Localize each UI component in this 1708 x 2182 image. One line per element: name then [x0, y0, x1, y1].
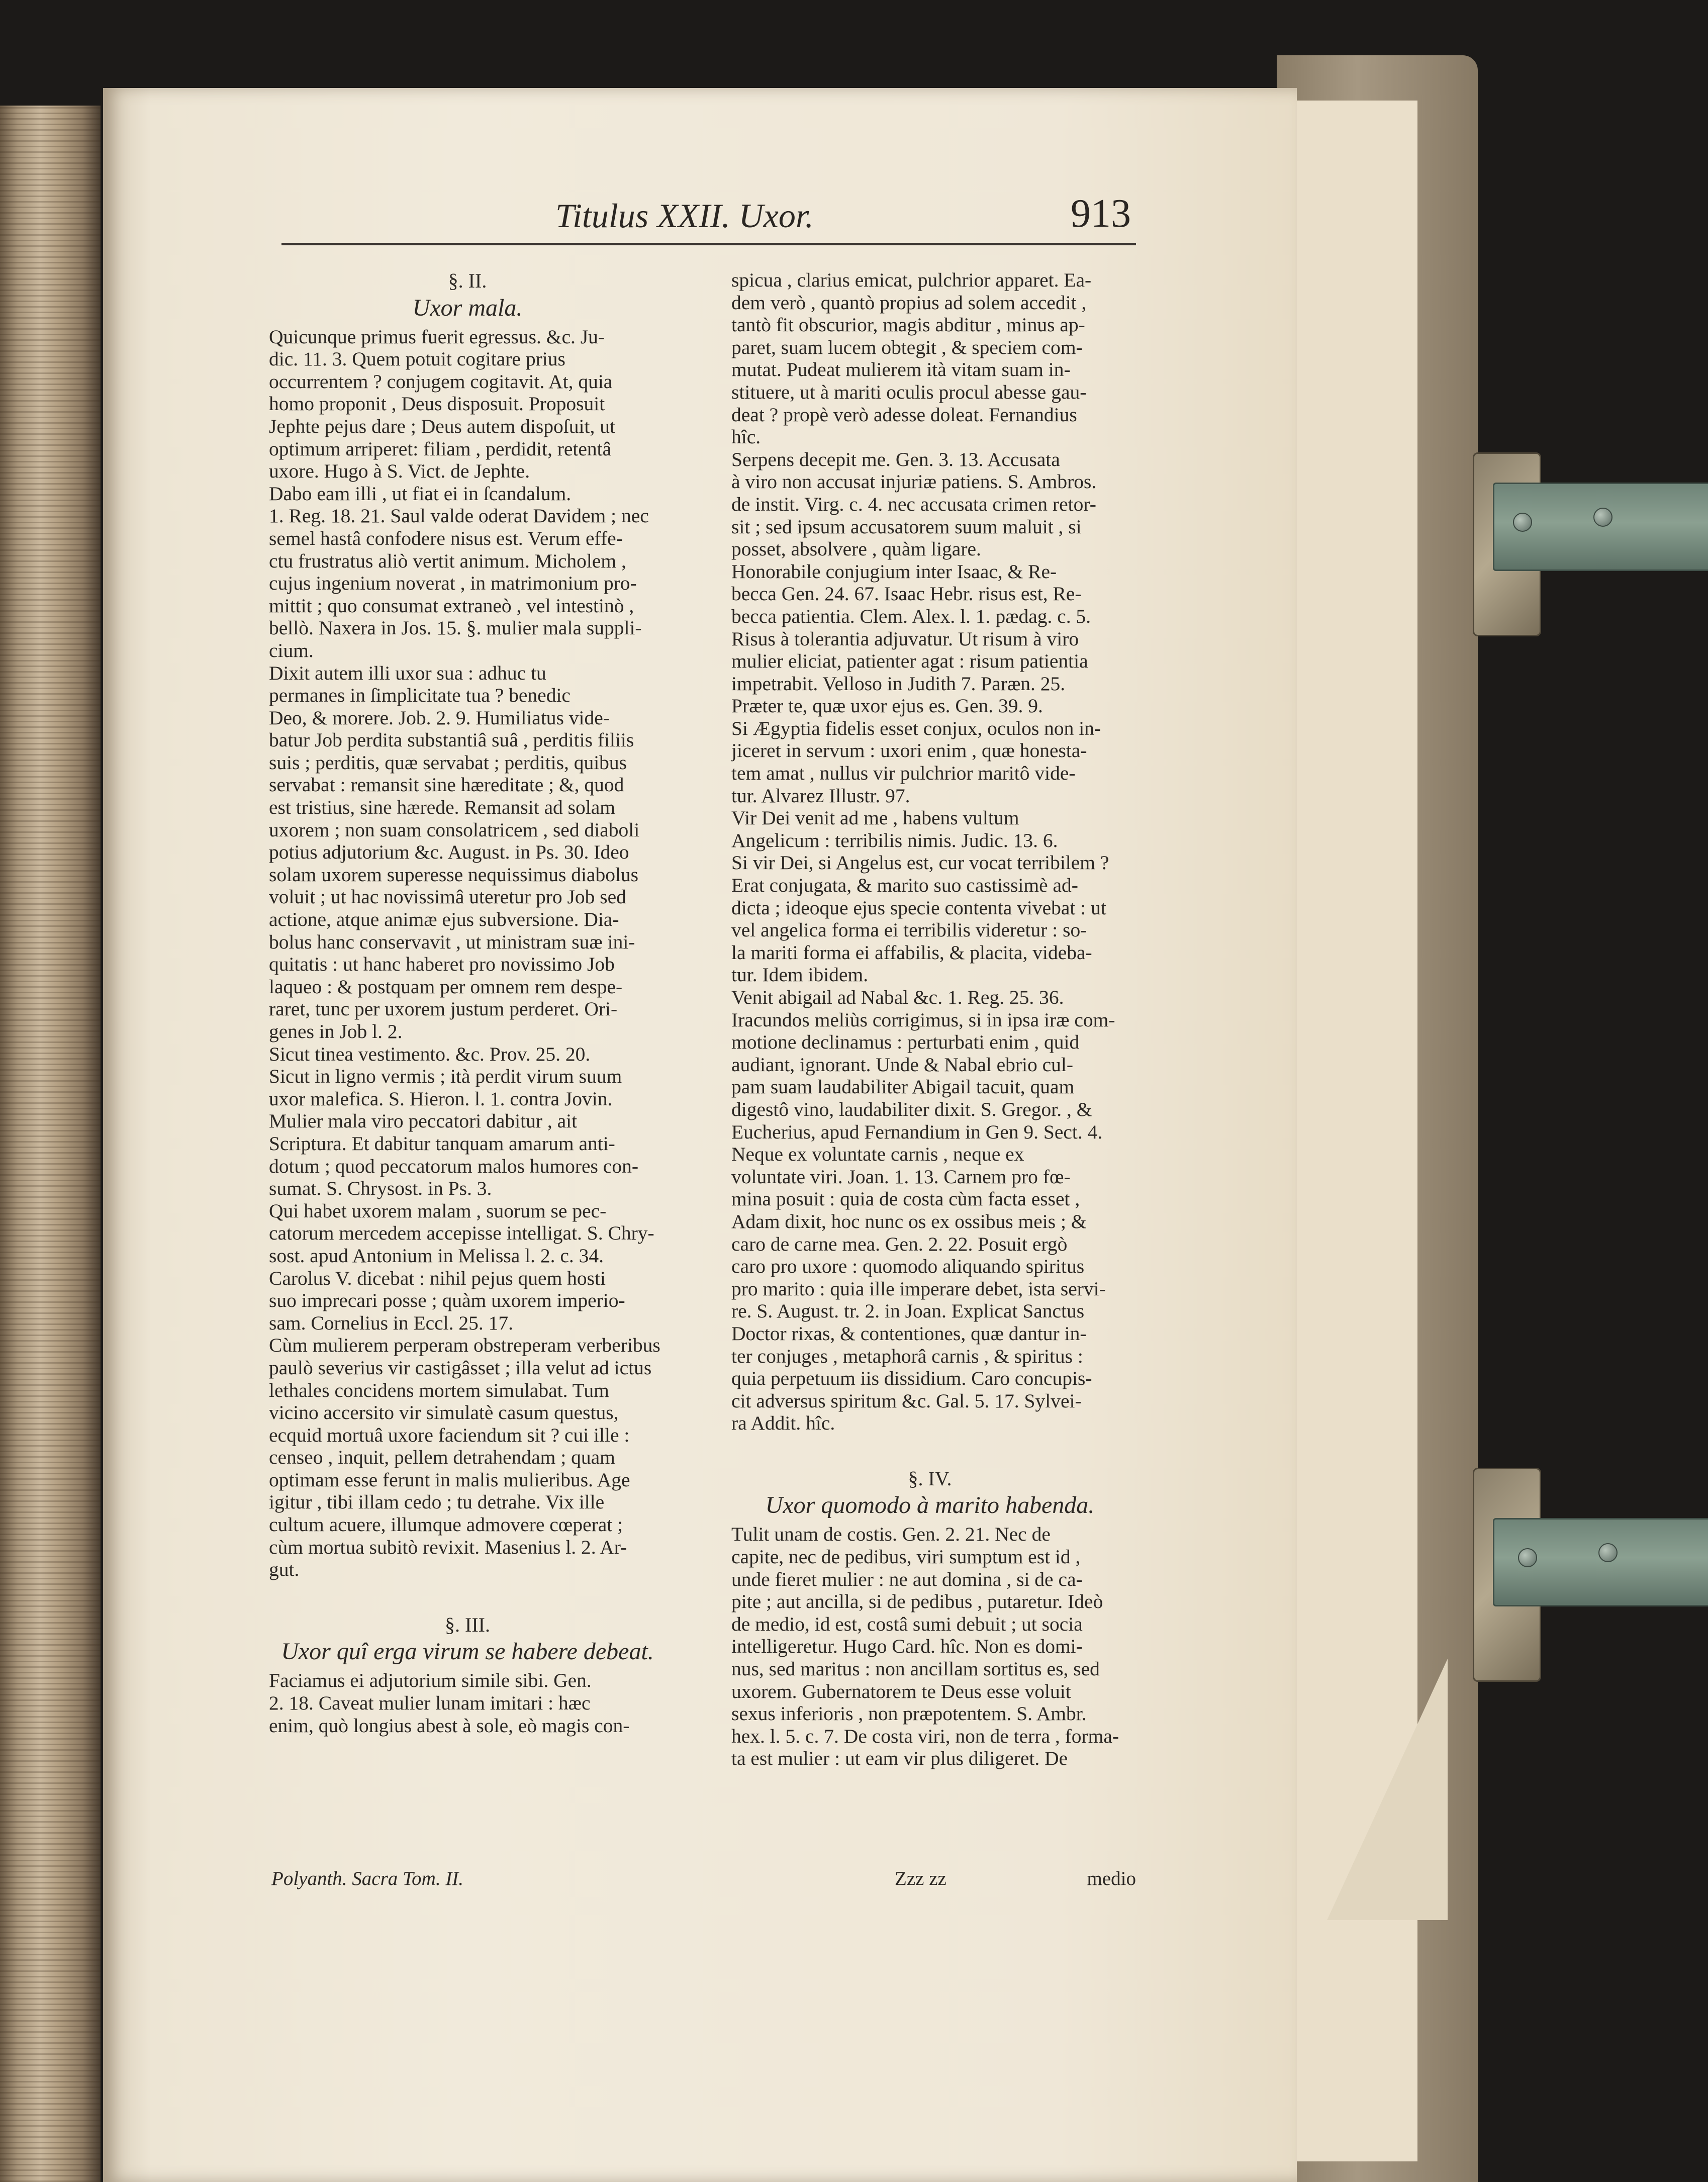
text-line: Carolus V. dicebat : nihil pejus quem hosti — [269, 1267, 606, 1289]
text-line: intelligeretur. Hugo Card. hîc. Non es domi- — [731, 1635, 1083, 1658]
text-line: cultum acuere, illumque admovere cœperat ; — [269, 1513, 623, 1536]
text-line: Iracundos meliùs corrigimus, si in ipsa iræ com- — [731, 1008, 1115, 1031]
text-line: pro marito : quia ille imperare debet, ista servi- — [731, 1277, 1106, 1300]
text-line: la mariti forma ei affabilis, & placita, videba- — [731, 941, 1092, 964]
text-line: suo imprecari posse ; quàm uxorem imperio- — [269, 1289, 625, 1312]
text-line: Scriptura. Et dabitur tanquam amarum anti- — [269, 1132, 615, 1155]
catchword: medio — [1087, 1868, 1136, 1889]
text-line: Tulit unam de costis. Gen. 2. 21. Nec de — [731, 1523, 1051, 1546]
text-line: sit ; sed ipsum accusatorem suum maluit , si — [731, 515, 1082, 538]
text-line: sexus inferioris , non præpotentem. S. Ambr. — [731, 1702, 1087, 1725]
text-line: quia perpetuum iis dissidium. Caro concupis- — [731, 1367, 1092, 1390]
text-line: Vir Dei venit ad me , habens vultum — [731, 807, 1019, 829]
section-gap — [731, 1435, 1128, 1467]
text-line: semel hastâ confodere nisus est. Verum effe- — [269, 527, 623, 549]
running-title: Titulus XXII. Uxor. — [555, 197, 814, 235]
text-line: Dabo eam illi , ut fiat ei in ſcandalum. — [269, 482, 572, 505]
text-line: capite, nec de pedibus, viri sumptum est id , — [731, 1546, 1081, 1568]
text-line: mulier eliciat, patienter agat : risum patientia — [731, 650, 1088, 673]
text-line: potius adjutorium &c. August. in Ps. 30. Ideo — [269, 841, 629, 864]
text-line: ra Addit. hîc. — [731, 1412, 835, 1435]
text-line: cium. — [269, 639, 314, 661]
text-line: uxore. Hugo à S. Vict. de Jephte. — [269, 460, 530, 483]
text-line: de medio, id est, costâ sumi debuit ; ut socia — [731, 1612, 1083, 1635]
text-line: cùm mortua subitò revixit. Masenius l. 2. Ar- — [269, 1536, 627, 1558]
text-line: tantò fit obscurior, magis abditur , minus ap- — [731, 314, 1085, 336]
text-line: motione declinamus : perturbati enim , quid — [731, 1031, 1080, 1054]
text-line: pite ; aut ancilla, si de pedibus , putaretur. Ideò — [731, 1590, 1103, 1613]
section-heading: Uxor quî erga virum se habere debeat. — [281, 1638, 654, 1665]
text-line: Si Ægyptia fidelis esset conjux, oculos non in- — [731, 717, 1101, 739]
text-line: Sicut tinea vestimento. &c. Prov. 25. 20. — [269, 1042, 591, 1065]
text-line: mina posuit : quia de costa cùm facta esset , — [731, 1188, 1080, 1210]
text-line: censeo , inquit, pellem detrahendam ; quam — [269, 1446, 615, 1469]
text-line: sam. Cornelius in Eccl. 25. 17. — [269, 1311, 513, 1334]
running-head — [281, 192, 1136, 259]
text-line: optimam esse ferunt in malis mulieribus. Age — [269, 1468, 630, 1491]
section-heading: Uxor quomodo à marito habenda. — [765, 1492, 1095, 1519]
text-line: cit adversus spiritum &c. Gal. 5. 17. Sylvei- — [731, 1389, 1082, 1412]
text-line: mutat. Pudeat mulierem ità vitam suam in- — [731, 358, 1071, 381]
upper-clasp-rivet-icon — [1593, 508, 1612, 527]
text-line: Venit abigail ad Nabal &c. 1. Reg. 25. 36. — [731, 986, 1064, 1008]
text-line: Jephte pejus dare ; Deus autem dispoſuit, ut — [269, 415, 615, 437]
text-line: actione, atque animæ ejus subversione. Dia- — [269, 908, 619, 931]
text-line: Adam dixit, hoc nunc os ex ossibus meis ; & — [731, 1210, 1087, 1232]
text-line: spicua , clarius emicat, pulchrior apparet. Ea- — [731, 269, 1092, 291]
text-line: dicta ; ideoque ejus specie contenta vivebat : ut — [731, 896, 1106, 919]
text-line: 1. Reg. 18. 21. Saul valde oderat Davidem ; nec — [269, 505, 649, 527]
text-line: ecquid mortuâ uxore faciendum sit ? cui ille : — [269, 1424, 630, 1446]
text-line: Quicunque primus fuerit egressus. &c. Ju- — [269, 325, 605, 348]
text-line: Præter te, quæ uxor ejus es. Gen. 39. 9. — [731, 695, 1043, 717]
footer-book-title: Polyanth. Sacra Tom. II. — [271, 1868, 464, 1889]
text-line: catorum mercedem accepisse intelligat. S. Chry- — [269, 1222, 654, 1245]
text-line: cujus ingenium noverat , in matrimonium pro- — [269, 572, 637, 595]
text-line: quitatis : ut hanc haberet pro novissimo Job — [269, 953, 615, 976]
text-line: tem amat , nullus vir pulchrior maritô vide- — [731, 762, 1076, 785]
text-line: homo proponit , Deus disposuit. Proposuit — [269, 393, 605, 415]
page-footer — [271, 1867, 1136, 1903]
text-line: becca patientia. Clem. Alex. l. 1. pædag. c. 5. — [731, 605, 1091, 627]
folded-page-corner — [1327, 1659, 1448, 1920]
text-line: Qui habet uxorem malam , suorum se pec- — [269, 1199, 607, 1222]
upper-clasp-rivet-icon — [1513, 513, 1532, 532]
text-line: genes in Job l. 2. — [269, 1020, 403, 1042]
text-line: est tristius, sine hærede. Remansit ad solam — [269, 796, 615, 819]
section-number: §. III. — [445, 1613, 490, 1636]
text-line: mittit ; quo consumat extraneò , vel intestinò , — [269, 594, 634, 617]
text-line: deat ? propè verò adesse doleat. Fernandius — [731, 403, 1077, 426]
text-line: uxorem. Gubernatorem te Deus esse voluit — [731, 1680, 1071, 1702]
text-line: Dixit autem illi uxor sua : adhuc tu — [269, 661, 546, 684]
text-line: servabat : remansit sine hæreditate ; &, quod — [269, 774, 624, 796]
text-line: Cùm mulierem perperam obstreperam verberibus — [269, 1334, 660, 1357]
text-line: enim, quò longius abest à sole, eò magis con- — [269, 1714, 630, 1737]
text-line: Sicut in ligno vermis ; ità perdit virum suum — [269, 1065, 622, 1088]
left-text-column — [269, 269, 666, 1887]
section-number: §. IV. — [908, 1467, 952, 1490]
lower-clasp-rivet-icon — [1518, 1548, 1537, 1567]
left-page-edge — [0, 106, 101, 2182]
text-line: à viro non accusat injuriæ patiens. S. Ambros. — [731, 470, 1097, 493]
text-line: solam uxorem superesse nequissimus diabolus — [269, 863, 639, 886]
text-line: re. S. August. tr. 2. in Joan. Explicat Sanctus — [731, 1300, 1085, 1322]
text-line: 2. 18. Caveat mulier lunam imitari : hæc — [269, 1692, 591, 1715]
section-number: §. II. — [448, 269, 487, 292]
text-line: bolus hanc conservavit , ut ministram suæ ini- — [269, 930, 635, 953]
header-rule — [281, 243, 1136, 245]
text-line: gut. — [269, 1558, 300, 1581]
text-line: Honorabile conjugium inter Isaac, & Re- — [731, 560, 1057, 583]
text-line: igitur , tibi illam cedo ; tu detrahe. Vix ille — [269, 1491, 605, 1513]
text-line: Doctor rixas, & contentiones, quæ dantur in- — [731, 1322, 1087, 1345]
text-line: raret, tunc per uxorem justum perderet. Ori- — [269, 998, 618, 1020]
text-line: sost. apud Antonium in Melissa l. 2. c. 34. — [269, 1244, 604, 1267]
text-line: sumat. S. Chrysost. in Ps. 3. — [269, 1177, 492, 1200]
lower-clasp — [1473, 1468, 1708, 1679]
upper-clasp — [1473, 452, 1708, 633]
text-line: dic. 11. 3. Quem potuit cogitare prius — [269, 348, 565, 370]
text-line: tur. Alvarez Illustr. 97. — [731, 784, 910, 807]
text-line: Faciamus ei adjutorium simile sibi. Gen. — [269, 1669, 592, 1692]
text-line: Eucherius, apud Fernandium in Gen 9. Sect. 4. — [731, 1120, 1103, 1143]
text-line: audiant, ignorant. Unde & Nabal ebrio cul- — [731, 1053, 1074, 1076]
text-line: posset, absolvere , quàm ligare. — [731, 538, 981, 560]
text-line: hex. l. 5. c. 7. De costa viri, non de terra , forma- — [731, 1725, 1119, 1747]
text-line: unde fieret mulier : ne aut domina , si de ca- — [731, 1568, 1083, 1590]
text-line: stituere, ut à mariti oculis procul abesse gau- — [731, 381, 1087, 403]
text-line: bellò. Naxera in Jos. 15. §. mulier mala suppli- — [269, 617, 642, 639]
text-line: Deo, & morere. Job. 2. 9. Humiliatus vide- — [269, 706, 610, 729]
text-line: hîc. — [731, 426, 761, 448]
text-line: suis ; perditis, quæ servabat ; perditis, quibus — [269, 751, 627, 774]
text-line: permanes in ſimplicitate tua ? benedic — [269, 684, 571, 707]
text-line: vel angelica forma ei terribilis videretur : so- — [731, 919, 1087, 941]
text-line: vicino accersito vir simulatè casum questus, — [269, 1401, 619, 1424]
text-line: Neque ex voluntate carnis , neque ex — [731, 1143, 1024, 1166]
text-line: voluit ; ut hac novissimâ uteretur pro Job sed — [269, 886, 626, 908]
text-line: Mulier mala viro peccatori dabitur , ait — [269, 1110, 578, 1132]
text-line: tur. Idem ibidem. — [731, 964, 869, 986]
text-line: impetrabit. Velloso in Judith 7. Paræn. 25. — [731, 672, 1066, 695]
text-line: Erat conjugata, & marito suo castissimè ad- — [731, 874, 1078, 897]
text-line: caro pro uxore : quomodo aliquando spiritus — [731, 1255, 1085, 1278]
text-line: caro de carne mea. Gen. 2. 22. Posuit ergò — [731, 1232, 1068, 1255]
right-text-column — [731, 269, 1128, 1887]
text-line: dem verò , quantò propius ad solem accedit , — [731, 291, 1087, 314]
text-line: paulò severius vir castigâsset ; illa velut ad ictus — [269, 1356, 652, 1379]
text-line: de instit. Virg. c. 4. nec accusata crimen retor- — [731, 493, 1096, 515]
text-line: pam suam laudabiliter Abigail tacuit, quam — [731, 1076, 1075, 1098]
text-line: batur Job perdita substantiâ suâ , perditis filiis — [269, 729, 634, 751]
text-line: ta est mulier : ut eam vir plus diligeret. De — [731, 1747, 1068, 1770]
text-line: Serpens decepit me. Gen. 3. 13. Accusata — [731, 448, 1060, 470]
page-number: 913 — [1071, 192, 1131, 236]
text-line: Si vir Dei, si Angelus est, cur vocat terribilem ? — [731, 851, 1109, 874]
text-line: laqueo : & postquam per omnem rem despe- — [269, 975, 623, 998]
signature-mark: Zzz zz — [895, 1868, 946, 1889]
text-line: paret, suam lucem obtegit , & speciem com- — [731, 336, 1083, 358]
text-line: dotum ; quod peccatorum malos humores con- — [269, 1155, 638, 1177]
text-line: uxorem ; non suam consolatricem , sed diaboli — [269, 818, 640, 841]
text-line: Angelicum : terribilis nimis. Judic. 13. 6. — [731, 829, 1058, 851]
text-line: voluntate viri. Joan. 1. 13. Carnem pro fœ- — [731, 1165, 1071, 1188]
text-line: digestô vino, laudabiliter dixit. S. Gregor. , & — [731, 1098, 1092, 1120]
text-line: lethales concidens mortem simulabat. Tum — [269, 1379, 609, 1401]
text-line: becca Gen. 24. 67. Isaac Hebr. risus est, Re- — [731, 583, 1082, 605]
text-line: occurrentem ? conjugem cogitavit. At, quia — [269, 370, 613, 393]
section-gap — [269, 1581, 666, 1613]
text-line: ter conjuges , metaphorâ carnis , & spiritus : — [731, 1345, 1083, 1367]
text-line: Risus à tolerantia adjuvatur. Ut risum à viro — [731, 627, 1079, 650]
text-line: optimum arriperet: filiam , perdidit, retentâ — [269, 437, 612, 460]
lower-clasp-rivet-icon — [1598, 1543, 1618, 1562]
text-line: ctu frustratus aliò vertit animum. Micholem , — [269, 549, 626, 572]
text-line: nus, sed maritus : non ancillam sortitus es, sed — [731, 1658, 1100, 1680]
text-line: uxor malefica. S. Hieron. l. 1. contra Jovin. — [269, 1087, 613, 1110]
text-line: jiceret in servum : uxori enim , quæ honesta- — [731, 739, 1087, 762]
section-heading: Uxor mala. — [412, 294, 523, 321]
